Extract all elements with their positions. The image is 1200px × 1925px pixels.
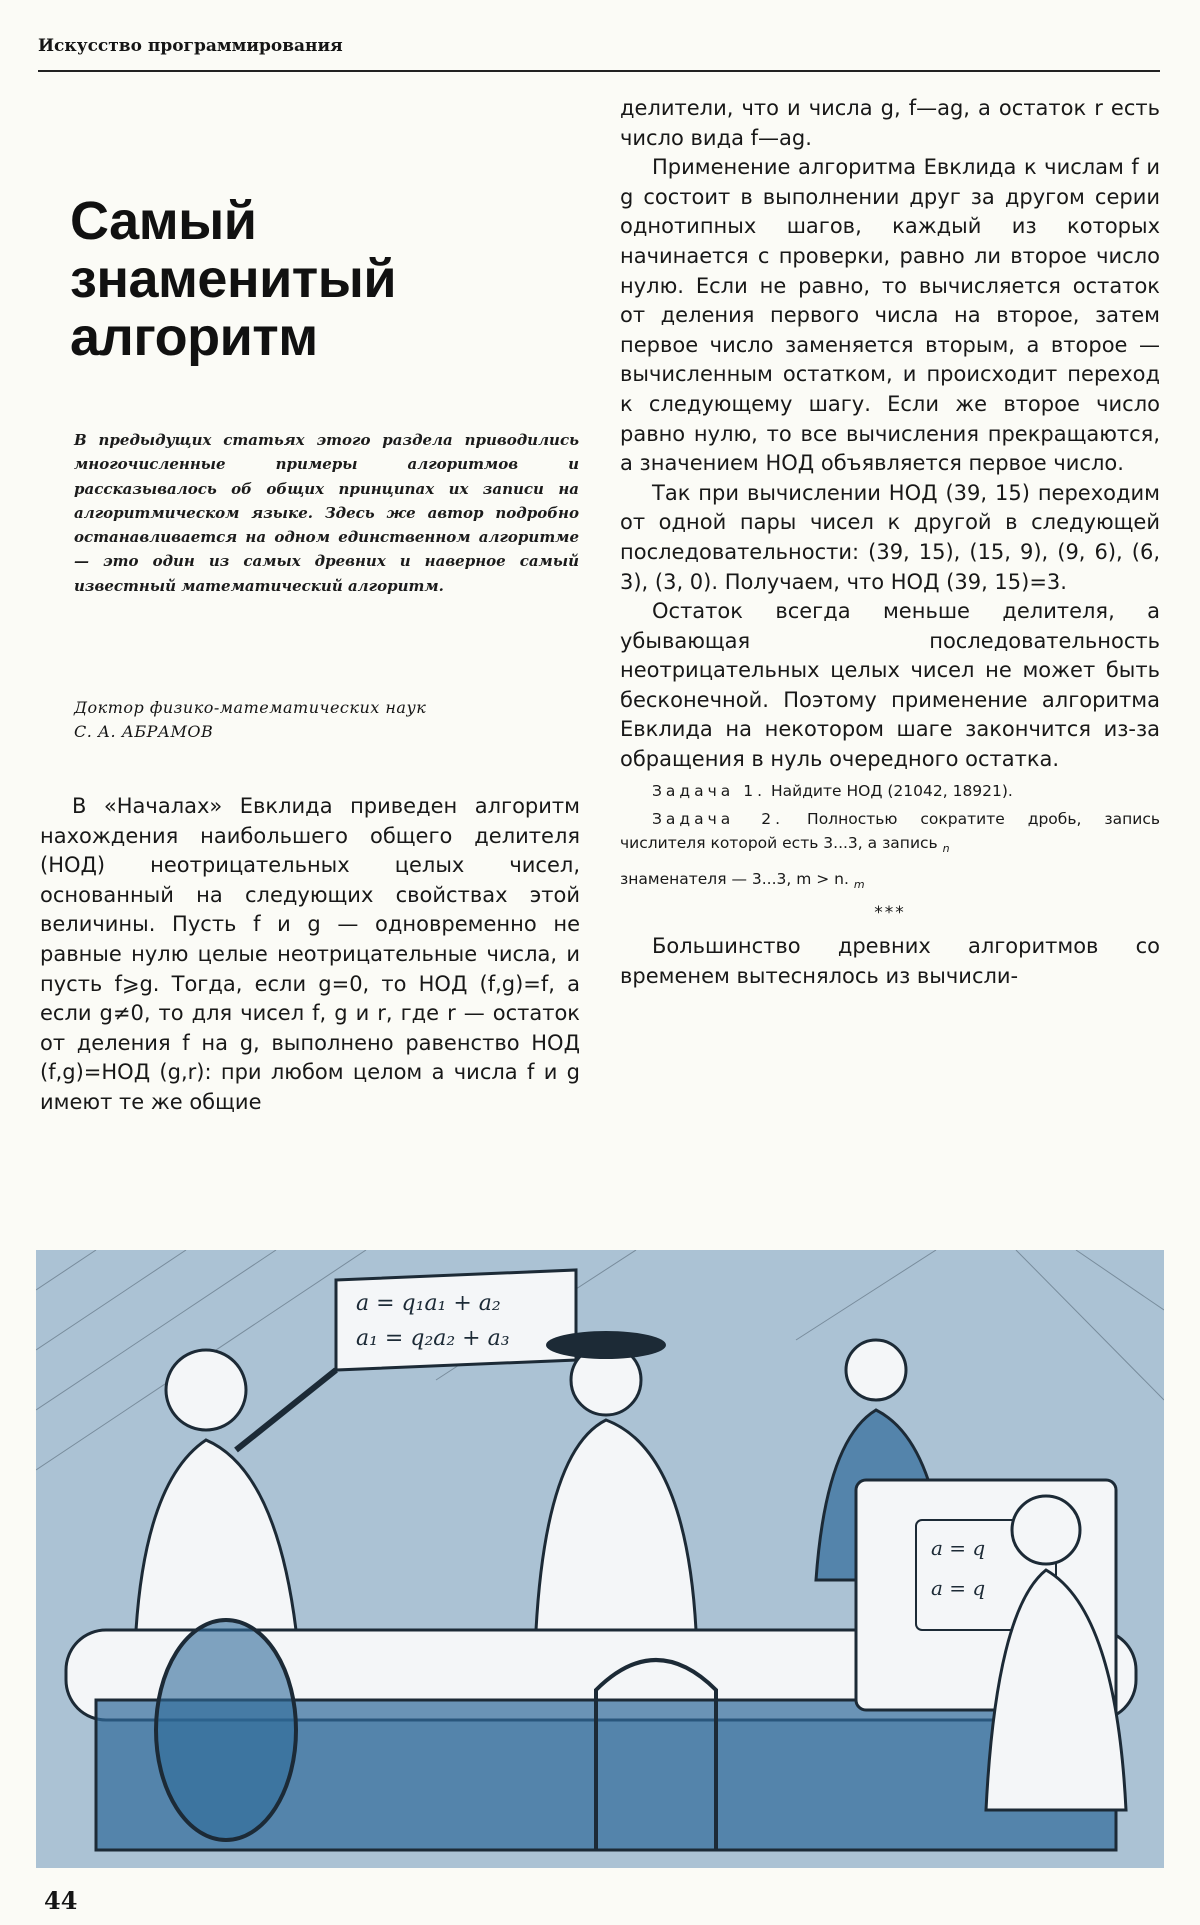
right-paragraph-continuation: делители, что и числа g, f—ag, а остаток r есть число вида f—ag. [620, 96, 1160, 150]
article-title [70, 192, 500, 366]
right-paragraph-4: Большинство древних алгоритмов со временем вытеснялось из вычисли- [620, 934, 1160, 989]
author-name: С. А. АБРАМОВ [74, 722, 214, 741]
task-2-text: Полностью сократите дробь, запись числителя которой есть 3...3, а запись [620, 809, 1160, 852]
article-lead: В предыдущих статьях этого раздела приводились многочисленные примеры алгоритмов и рассказывалось об общих принципах их записи на алгоритмическом языке. Здесь же автор подробно останавливается на одном единственном алгоритме — это один из самых древних и наверное самый известный математический алгоритм. [74, 431, 579, 595]
section-header: Искусство программирования [38, 36, 343, 56]
screen-formula-1: a = q [931, 1536, 986, 1560]
scroll-formula-2: a₁ = q₂a₂ + a₃ [356, 1326, 510, 1351]
right-paragraph-3: Остаток всегда меньше делителя, а убывающая последовательность неотрицательных целых чисел не может быть бесконечной. Поэтому применение алгоритма Евклида на некотором шаге закончится из-за обращения в нуль очередного остатка. [620, 599, 1160, 772]
right-paragraph-1: Применение алгоритма Евклида к числам f и g состоит в выполнении друг за другом серии однотипных шагов, каждый из которых начинается с проверки, равно ли второе число нулю. Если не равно, то вычисляется остаток от деления первого числа на второе, затем первое число заменяется вторым, а второе — вычисленным остатком, и происходит переход к следующему шагу. Если же второе число равно нулю, то все вычисления прекращаются, а значением НОД объявляется первое число. [620, 155, 1160, 476]
task-1-label: Задача 1. [652, 781, 767, 800]
task-2-note-text: знаменателя — 3...3, m > n. [620, 869, 849, 888]
author-block [74, 696, 579, 744]
title-line-1: Самый [70, 191, 257, 251]
left-paragraph-1: В «Началах» Евклида приведен алгоритм нахождения наибольшего общего делителя (НОД) неотрицательных целых чисел, основанный на следующих свойствах этой величины. Пусть f и g — одновременно не равные нулю целые неотрицательные числа, и пусть f⩾g. Тогда, если g=0, то НОД (f,g)=f, а если g≠0, то для чисел f, g и r, где r — остаток от деления f на g, выполнено равенство НОД (f,g)=НОД (g,r): при любом целом a числа f и g имеют те же общие [40, 794, 580, 1114]
section-separator: *** [874, 902, 906, 923]
page-number: 44 [44, 1886, 78, 1915]
task-2-label: Задача 2. [652, 809, 785, 828]
right-paragraph-2: Так при вычислении НОД (39, 15) переходим от одной пары чисел к другой в следующей последовательности: (39, 15), (15, 9), (9, 6), (6, 3), (3, 0). Получаем, что НОД (39, 15)=3. [620, 480, 1160, 594]
author-degree: Доктор физико-математических наук [74, 698, 427, 717]
scroll-formula-1: a = q₁a₁ + a₂ [356, 1291, 501, 1316]
header-divider [38, 70, 1160, 72]
task-2-subscript-m: m [853, 877, 865, 891]
task-1 [620, 779, 1160, 803]
task-1-text: Найдите НОД (21042, 18921). [770, 781, 1013, 800]
task-2-subscript-n: n [942, 841, 950, 855]
formula-scroll [336, 1270, 576, 1370]
title-line-3: алгоритм [70, 307, 318, 367]
screen-formula-2: a = q [931, 1576, 986, 1600]
task-2 [620, 807, 1160, 861]
title-line-2: знаменитый [70, 249, 397, 309]
task-2-note [620, 867, 1160, 897]
left-column [40, 792, 580, 1118]
scientists-illustration [36, 1250, 1164, 1868]
right-column [620, 94, 1160, 992]
